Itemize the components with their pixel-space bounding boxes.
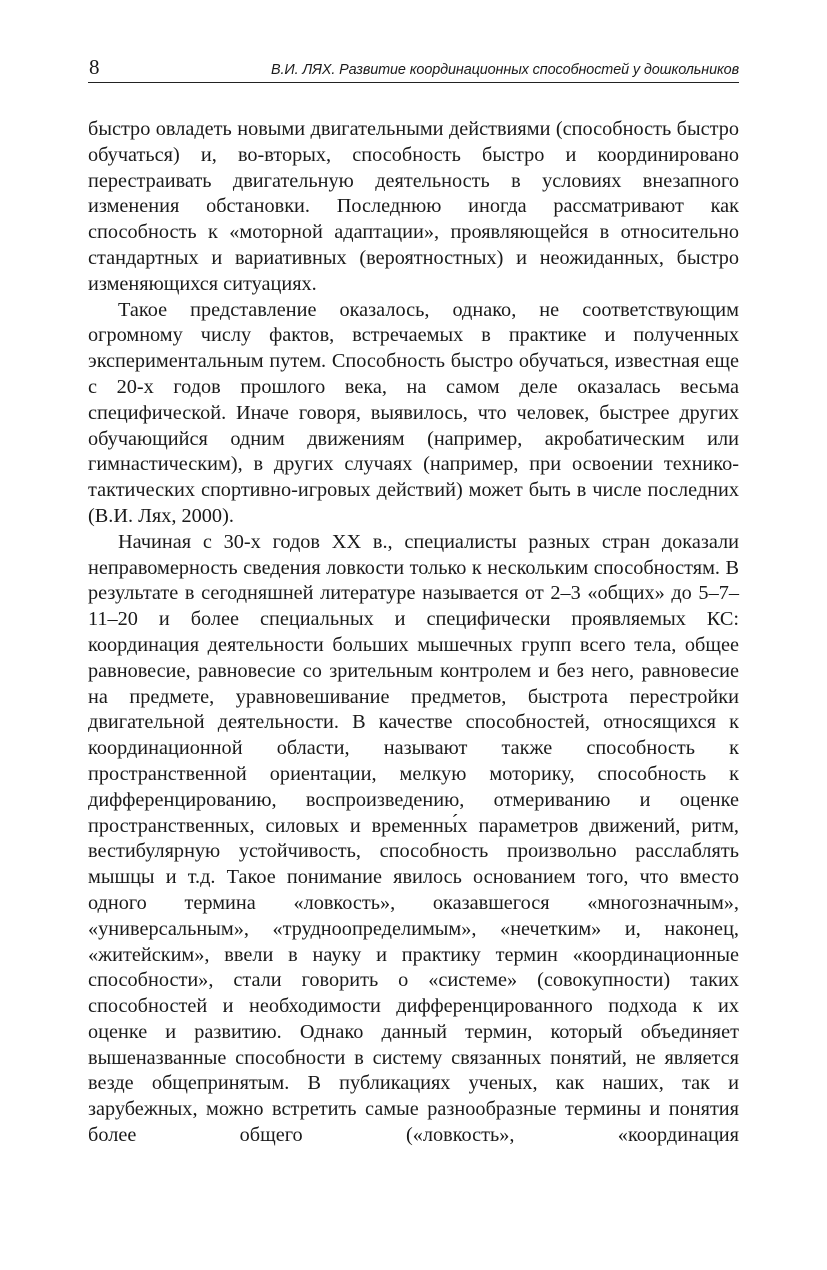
- paragraph-coordination-abilities: Начиная с 30-х годов XX в., специалисты разных стран доказали неправомерность сведения ловкости только к нескольким способностям. В результате в сегодняшней литературе называется от 2–3 «общих» до 5–7–11–20 и более специальных и специфически проявляемых КС: координация деятельности больших мышечных групп всего тела, общее равновесие, равновесие со зрительным контролем и без него, равновесие на предмете, уравновешивание предметов, быстрота перестройки двигательной деятельности. В качестве способностей, относящихся к координационной области, называют также способность к пространственной ориентации, мелкую моторику, способность к дифференцированию, воспроизведению, отмериванию и оценке пространственных, силовых и временны́х параметров движений, ритм, вестибулярную устойчивость, способность произвольно расслаблять мышцы и т.д. Такое понимание явилось основанием того, что вместо одного термина «ловкость», оказавшегося «многозначным», «универсальным», «трудноопределимым», «нечетким» и, наконец, «житейским», ввели в науку и практику термин «координационные способности», стали говорить о «системе» (совокупности) таких способностей и необходимости дифференцированного подхода к их оценке и развитию. Однако данный термин, который объединяет вышеназванные способности в систему связанных понятий, не является везде общепринятым. В публикациях ученых, как наших, так и зарубежных, можно встретить самые разнообразные термины и понятия более общего («ловкость», «координация: [88, 530, 739, 1147]
- paragraph-learning-ability: Такое представление оказалось, однако, не соответствующим огромному числу фактов, встречаемых в практике и полученных экспериментальным путем. Способность быстро обучаться, известная еще с 20-х годов прошлого века, на самом деле оказалась весьма специфической. Иначе говоря, выявилось, что человек, быстрее других обучающийся одним движениям (например, акробатическим или гимнастическим), в других случаях (например, при освоении технико-тактических спортивно-игровых действий) может быть в числе последних (В.И. Лях, 2000).: [88, 298, 739, 527]
- page-number: 8: [89, 55, 100, 79]
- book-page: [88, 52, 739, 1149]
- running-title: В.И. ЛЯХ. Развитие координационных способностей у дошкольников: [271, 62, 739, 78]
- running-header: [88, 52, 739, 83]
- body-text: [88, 117, 739, 1149]
- paragraph-continuation: быстро овладеть новыми двигательными действиями (способность быстро обучаться) и, во-вторых, способность быстро и координировано перестраивать двигательную деятельность в условиях внезапного изменения обстановки. Последнюю иногда рассматривают как способность к «моторной адаптации», проявляющейся в относительно стандартных и вариативных (вероятностных) и неожиданных, быстро изменяющихся ситуациях.: [88, 118, 739, 295]
